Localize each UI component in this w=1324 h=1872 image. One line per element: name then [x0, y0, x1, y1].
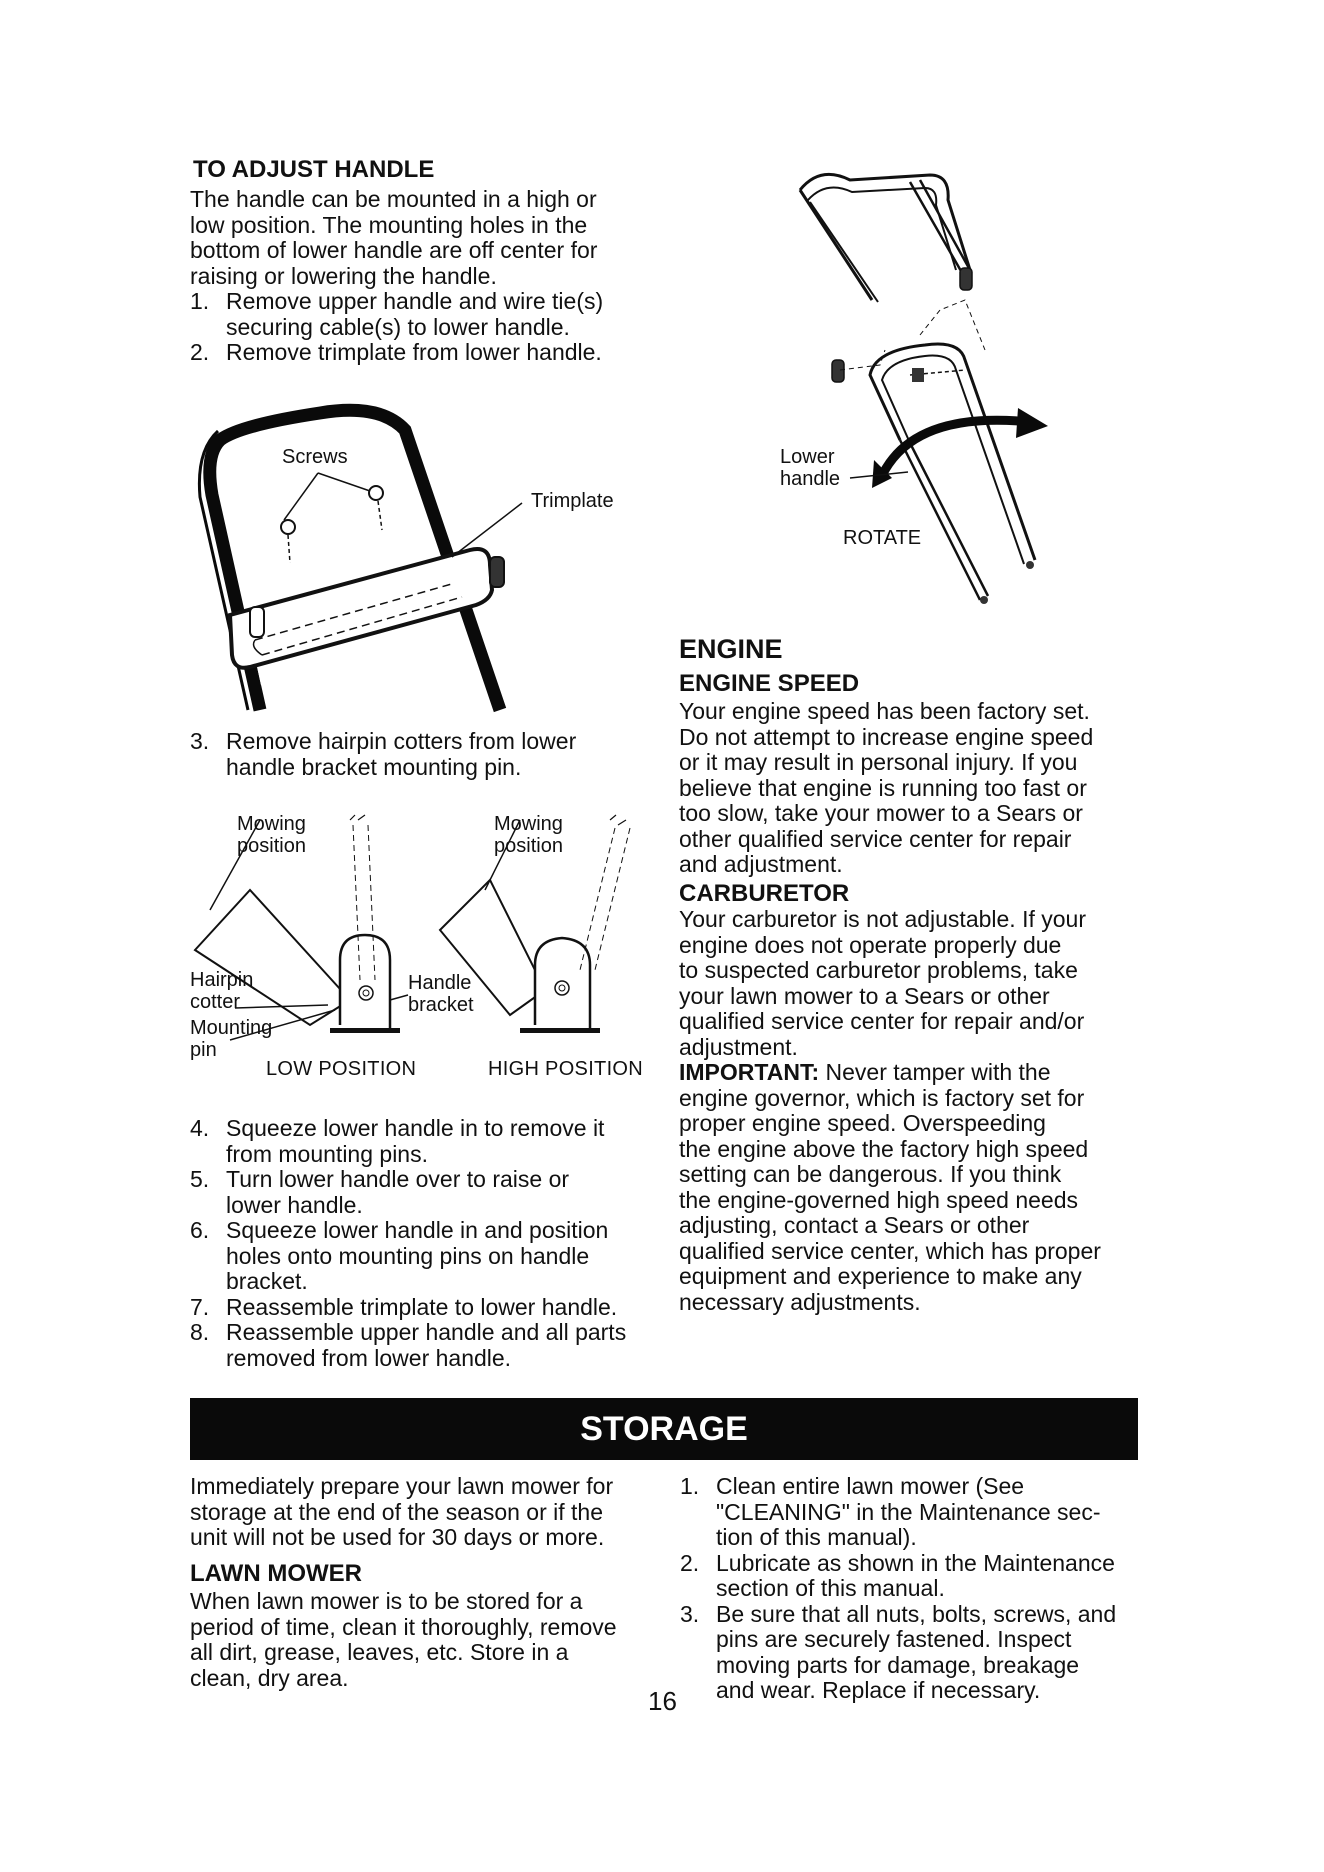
step-number: 2.	[190, 339, 210, 365]
step-text: Remove trimplate from lower handle.	[226, 339, 602, 365]
lawn-mower-title: LAWN MOWER	[190, 1560, 362, 1587]
storage-step-1	[680, 1474, 1116, 1551]
mounting-pin-label	[190, 1017, 272, 1061]
text-line: Your engine speed has been factory set.	[679, 698, 1090, 724]
step-text: holes onto mounting pins on handle	[226, 1242, 590, 1269]
label-line: position	[237, 835, 306, 857]
intro-line: The handle can be mounted in a high or	[190, 186, 597, 212]
low-position-caption: LOW POSITION	[266, 1058, 417, 1080]
step-8	[190, 1320, 626, 1371]
text-line: adjusting, contact a Sears or other	[679, 1212, 1030, 1238]
text-line: necessary adjustments.	[679, 1288, 921, 1315]
text-line: too slow, take your mower to a Sears or	[679, 800, 1083, 826]
screws-label: Screws	[282, 446, 348, 468]
text-line: clean, dry area.	[190, 1664, 349, 1691]
step-text: Remove upper handle and wire tie(s)	[226, 288, 604, 314]
step-text: bracket.	[226, 1268, 308, 1294]
text-line: or it may result in personal injury. If you	[679, 749, 1078, 775]
step-text: Remove hairpin cotters from lower	[226, 728, 577, 754]
step-number: 3.	[680, 1600, 700, 1627]
text-line: adjustment.	[679, 1033, 798, 1060]
step-text: Reassemble upper handle and all parts	[226, 1319, 627, 1345]
step-number: 7.	[190, 1293, 210, 1320]
step-text: Squeeze lower handle in to remove it	[226, 1115, 605, 1141]
steps-4-8	[190, 1116, 626, 1371]
text-line: Do not attempt to increase engine speed	[679, 723, 1094, 750]
step-number: 5.	[190, 1166, 210, 1192]
text-line: to suspected carburetor problems, take	[679, 957, 1078, 983]
storage-step-3	[680, 1602, 1116, 1704]
intro-line: bottom of lower handle are off center for	[190, 237, 598, 263]
label-line: cotter	[190, 991, 241, 1013]
step-2	[190, 340, 603, 366]
step-3	[190, 729, 576, 780]
adjust-handle-intro	[190, 187, 597, 289]
lower-handle-label	[780, 446, 840, 490]
label-line: Mounting	[190, 1017, 273, 1039]
label-line: bracket	[408, 994, 474, 1016]
step-text: Clean entire lawn mower (See	[716, 1473, 1025, 1499]
engine-speed-text	[679, 699, 1093, 878]
step-number: 6.	[190, 1217, 210, 1243]
text-line: storage at the end of the season or if the	[190, 1498, 604, 1525]
trimplate-figure	[200, 385, 640, 715]
text-line: setting can be dangerous. If you think	[679, 1161, 1062, 1187]
text-line: period of time, clean it thoroughly, remove	[190, 1613, 617, 1640]
engine-speed-title: ENGINE SPEED	[679, 670, 860, 697]
storage-steps	[680, 1474, 1116, 1704]
step-text: securing cable(s) to lower handle.	[226, 313, 570, 340]
intro-line: raising or lowering the handle.	[190, 262, 497, 289]
rotate-label: ROTATE	[843, 527, 922, 549]
label-line: Mowing	[494, 813, 563, 835]
step-text: Reassemble trimplate to lower handle.	[226, 1293, 618, 1320]
text-line: the engine above the factory high speed	[679, 1135, 1089, 1162]
rotate-handle-figure	[760, 160, 1080, 620]
storage-intro	[190, 1474, 613, 1551]
step-4	[190, 1116, 626, 1167]
step-text: pins are securely fastened. Inspect	[716, 1626, 1072, 1652]
text-line: other qualified service center for repair	[679, 825, 1072, 852]
step-text: Lubricate as shown in the Maintenance	[716, 1549, 1115, 1576]
step-number: 8.	[190, 1319, 210, 1345]
step-text: from mounting pins.	[226, 1140, 428, 1167]
step-text: removed from lower handle.	[226, 1344, 512, 1371]
step-1	[190, 289, 603, 340]
text-line: and adjustment.	[679, 851, 843, 877]
label-line: position	[494, 835, 563, 857]
step-number: 1.	[680, 1473, 700, 1499]
steps-1-2	[190, 289, 603, 366]
important-first: Never tamper with the	[819, 1059, 1051, 1085]
step-text: and wear. Replace if necessary.	[716, 1677, 1041, 1703]
text-line: equipment and experience to make any	[679, 1263, 1082, 1289]
label-line: Handle	[408, 972, 472, 994]
step-text: section of this manual.	[716, 1575, 945, 1601]
important-line	[679, 1060, 1101, 1086]
storage-banner: STORAGE	[190, 1398, 1138, 1460]
step-6	[190, 1218, 626, 1295]
step-number: 4.	[190, 1115, 210, 1141]
intro-line: low position. The mounting holes in the	[190, 211, 588, 238]
step-number: 2.	[680, 1549, 700, 1576]
text-line: believe that engine is running too fast or	[679, 774, 1087, 801]
text-line: proper engine speed. Overspeeding	[679, 1110, 1046, 1136]
text-line: engine does not operate properly due	[679, 931, 1062, 958]
mowing-position-left	[237, 813, 306, 857]
important-label: IMPORTANT:	[679, 1059, 820, 1085]
text-line: Immediately prepare your lawn mower for	[190, 1473, 614, 1499]
text-line: the engine-governed high speed needs	[679, 1186, 1078, 1213]
hairpin-cotter-label	[190, 969, 253, 1013]
step-3-block	[190, 729, 576, 780]
label-line: Lower	[780, 446, 835, 468]
step-number: 1.	[190, 288, 210, 314]
step-text: Turn lower handle over to raise or	[226, 1166, 570, 1192]
carburetor-text	[679, 907, 1101, 1315]
text-line: When lawn mower is to be stored for a	[190, 1588, 583, 1614]
trimplate-label: Trimplate	[531, 490, 614, 512]
step-7	[190, 1295, 626, 1321]
step-5	[190, 1167, 626, 1218]
text-line: qualified service center for repair and/or	[679, 1008, 1085, 1034]
label-line: pin	[190, 1039, 217, 1061]
step-number: 3.	[190, 728, 210, 754]
label-line: Hairpin	[190, 969, 254, 991]
label-line: Mowing	[237, 813, 306, 835]
text-line: your lawn mower to a Sears or other	[679, 982, 1050, 1009]
step-text: moving parts for damage, breakage	[716, 1651, 1080, 1678]
text-line: unit will not be used for 30 days or more.	[190, 1524, 605, 1550]
carburetor-title: CARBURETOR	[679, 880, 850, 907]
text-line: all dirt, grease, leaves, etc. Store in a	[190, 1639, 569, 1665]
storage-step-2	[680, 1551, 1116, 1602]
mowing-position-right	[494, 813, 563, 857]
text-line: Your carburetor is not adjustable. If your	[679, 906, 1086, 932]
step-text: Be sure that all nuts, bolts, screws, and	[716, 1600, 1117, 1627]
lawn-mower-text	[190, 1589, 617, 1691]
text-line: qualified service center, which has proper	[679, 1237, 1101, 1264]
text-line: engine governor, which is factory set for	[679, 1084, 1085, 1111]
step-text: lower handle.	[226, 1191, 363, 1218]
engine-title: ENGINE	[679, 634, 783, 664]
step-text: Squeeze lower handle in and position	[226, 1217, 609, 1243]
step-text: handle bracket mounting pin.	[226, 753, 522, 780]
adjust-handle-title: TO ADJUST HANDLE	[193, 156, 435, 183]
high-position-caption: HIGH POSITION	[488, 1058, 644, 1080]
label-line: handle	[780, 468, 841, 490]
step-text: tion of this manual).	[716, 1524, 917, 1550]
handle-bracket-label	[408, 972, 474, 1016]
page-number: 16	[648, 1686, 677, 1716]
step-text: "CLEANING" in the Maintenance sec-	[716, 1498, 1101, 1525]
